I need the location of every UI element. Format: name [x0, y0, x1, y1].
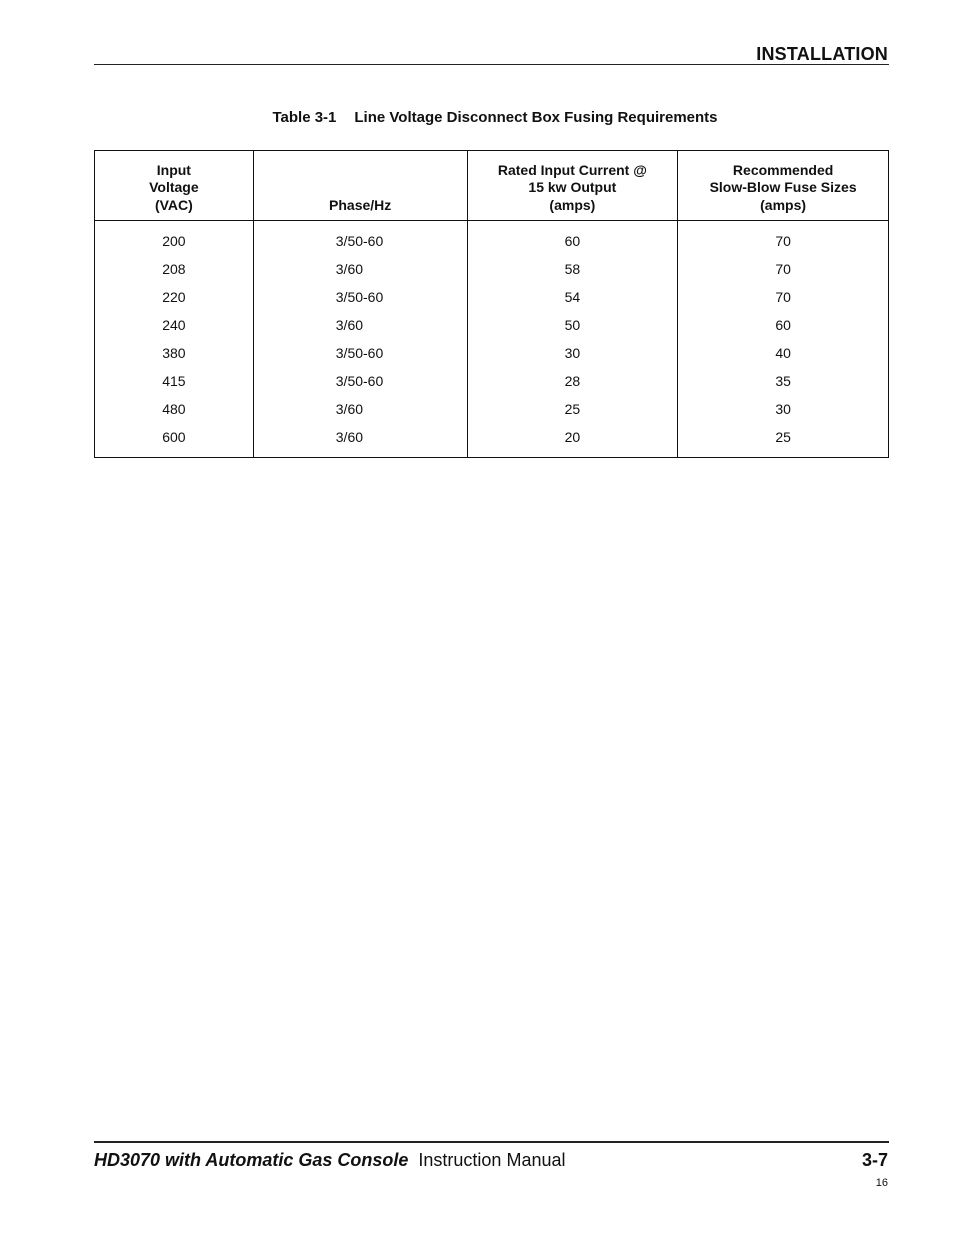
- fuse-cell: 70: [678, 221, 889, 256]
- table-caption: [0, 109, 954, 126]
- table-header-row: [95, 151, 889, 221]
- voltage-cell: 200: [162, 233, 186, 249]
- header-divider: [94, 64, 889, 65]
- header-line: Voltage: [149, 179, 199, 195]
- manual-label: Instruction Manual: [418, 1150, 566, 1170]
- table-row: [95, 367, 889, 395]
- current-cell: 58: [467, 255, 678, 283]
- table-row: [95, 311, 889, 339]
- phase-cell: 3/60: [253, 255, 467, 283]
- current-cell: 50: [467, 311, 678, 339]
- voltage-cell: 208: [162, 261, 186, 277]
- header-line: (amps): [549, 196, 596, 213]
- product-name: HD3070 with Automatic Gas Console: [94, 1150, 409, 1170]
- footer-manual-title: [94, 1150, 565, 1171]
- current-cell: 30: [467, 339, 678, 367]
- voltage-cell: 380: [162, 345, 186, 361]
- table-row: [95, 221, 889, 256]
- current-cell: 28: [467, 367, 678, 395]
- fuse-cell: 30: [678, 395, 889, 423]
- header-line: Input: [156, 161, 191, 178]
- phase-cell: 3/60: [253, 395, 467, 423]
- header-line: (VAC): [154, 196, 193, 213]
- table-row: [95, 423, 889, 458]
- voltage-cell: 480: [162, 401, 186, 417]
- header-fuse-sizes: [678, 151, 889, 221]
- fuse-cell: 35: [678, 367, 889, 395]
- page-number: 3-7: [861, 1150, 888, 1170]
- current-cell: 25: [467, 395, 678, 423]
- phase-cell: 3/60: [253, 423, 467, 458]
- header-input-voltage: [95, 151, 254, 221]
- sheet-number: 16: [875, 1177, 888, 1189]
- phase-cell: 3/50-60: [253, 339, 467, 367]
- header-line: Phase/Hz: [329, 196, 392, 213]
- fuse-cell: 70: [678, 255, 889, 283]
- header-line: Recommended: [732, 161, 834, 178]
- header-phase-hz: [253, 151, 467, 221]
- header-line: (amps): [760, 196, 807, 213]
- section-title: INSTALLATION: [756, 44, 888, 64]
- table-number: Table 3-1: [272, 109, 337, 126]
- table-row: [95, 255, 889, 283]
- table-title: Line Voltage Disconnect Box Fusing Requirements: [354, 109, 718, 126]
- voltage-cell: 600: [162, 429, 186, 445]
- voltage-cell: 240: [162, 317, 186, 333]
- table-row: [95, 339, 889, 367]
- header-line: 15 kw Output: [528, 179, 617, 195]
- fusing-requirements-table: [94, 150, 889, 458]
- table-row: [95, 395, 889, 423]
- header-rated-input-current: [467, 151, 678, 221]
- voltage-cell: 220: [162, 289, 186, 305]
- current-cell: 20: [467, 423, 678, 458]
- header-line: Slow-Blow Fuse Sizes: [709, 179, 857, 195]
- phase-cell: 3/50-60: [253, 221, 467, 256]
- voltage-cell: 415: [162, 373, 186, 389]
- header-line: Rated Input Current @: [497, 161, 647, 178]
- current-cell: 54: [467, 283, 678, 311]
- fuse-cell: 40: [678, 339, 889, 367]
- table-row: [95, 283, 889, 311]
- fuse-cell: 60: [678, 311, 889, 339]
- fuse-cell: 25: [678, 423, 889, 458]
- phase-cell: 3/60: [253, 311, 467, 339]
- phase-cell: 3/50-60: [253, 367, 467, 395]
- fuse-cell: 70: [678, 283, 889, 311]
- footer-divider: [94, 1141, 889, 1143]
- phase-cell: 3/50-60: [253, 283, 467, 311]
- current-cell: 60: [467, 221, 678, 256]
